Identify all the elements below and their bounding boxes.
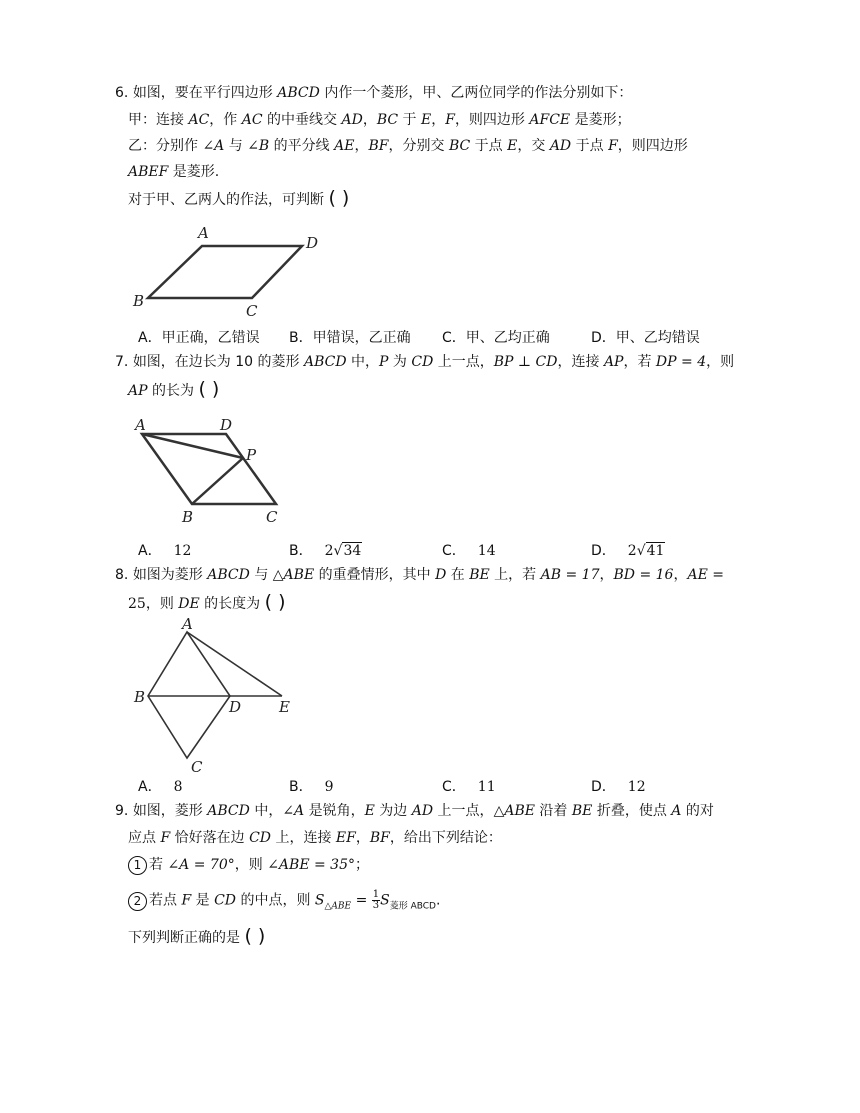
q6-option-d[interactable]: D．甲、乙均错误 — [591, 330, 700, 346]
q8-option-b[interactable]: B． 9 — [289, 779, 334, 795]
answer-paren: ( ) — [244, 925, 266, 947]
label-a: A — [135, 416, 146, 434]
q8-option-a[interactable]: A． 8 — [138, 779, 183, 795]
label-e: E — [279, 698, 290, 716]
rhombus-abcd — [142, 434, 276, 504]
q9-line-2: 应点 F 恰好落在边 CD 上，连接 EF，BF，给出下列结论： — [128, 830, 502, 846]
q6-line-5: 对于甲、乙两人的作法，可判断 ( ) — [128, 187, 350, 209]
q6-option-c[interactable]: C．甲、乙均正确 — [442, 330, 550, 346]
q7-line-2: AP 的长为 ( ) — [128, 378, 220, 400]
circled-number-1: 1 — [128, 856, 147, 875]
q9-line-1: 9. 如图，菱形 ABCD 中，∠A 是锐角，E 为边 AD 上一点，△ABE 沿着 BE 折叠，使点 A 的对 — [115, 803, 714, 819]
label-a: A — [198, 224, 209, 242]
q6-figure-parallelogram — [130, 220, 340, 320]
q8-option-c[interactable]: C． 11 — [442, 779, 496, 795]
answer-paren: ( ) — [328, 187, 350, 209]
q7-option-d[interactable]: D． 2√41 — [591, 543, 665, 559]
rhombus-abcd — [148, 632, 230, 758]
label-d: D — [220, 416, 233, 434]
answer-paren: ( ) — [264, 591, 286, 613]
label-c: C — [246, 302, 258, 320]
q8-line-1: 8. 如图为菱形 ABCD 与 △ABE 的重叠情形，其中 D 在 BE 上，若 AB = 17，BD = 16，AE = — [115, 567, 724, 583]
q7-option-b[interactable]: B． 2√34 — [289, 543, 362, 559]
label-b: B — [133, 292, 145, 310]
answer-paren: ( ) — [198, 378, 220, 400]
q6-line-2: 甲：连接 AC，作 AC 的中垂线交 AD，BC 于 E，F，则四边形 AFCE 是菱形； — [128, 112, 631, 128]
q7-option-a[interactable]: A． 12 — [138, 543, 192, 559]
segment-ae — [187, 632, 282, 696]
q7-line-1: 7. 如图，在边长为 10 的菱形 ABCD 中，P 为 CD 上一点，BP ⊥ CD，连接 AP，若 DP = 4，则 — [115, 354, 735, 370]
q6-option-b[interactable]: B．甲错误，乙正确 — [289, 330, 411, 346]
q9-conclusion-1: 1 若 ∠A = 70°，则 ∠ABE = 35°； — [128, 855, 369, 875]
label-c: C — [266, 508, 278, 526]
q8-option-d[interactable]: D． 12 — [591, 779, 646, 795]
q6-option-a[interactable]: A．甲正确，乙错误 — [138, 330, 260, 346]
q8-line-2: 25，则 DE 的长度为 ( ) — [128, 591, 286, 613]
q6-line-1: 6. 如图，要在平行四边形 ABCD 内作一个菱形，甲、乙两位同学的作法分别如下： — [115, 85, 633, 101]
q7-figure-rhombus — [130, 412, 290, 532]
fraction-one-third: $\frac{1}{3}$ — [372, 889, 380, 911]
q8-figure-overlap — [130, 616, 305, 776]
circled-number-2: 2 — [128, 892, 147, 911]
label-d: D — [229, 698, 242, 716]
parallelogram-abcd — [148, 246, 302, 298]
q6-line-4: ABEF 是菱形. — [128, 164, 220, 180]
q7-option-c[interactable]: C． 14 — [442, 543, 496, 559]
label-c: C — [191, 758, 203, 776]
q9-conclusion-2: 2 若点 F 是 CD 的中点，则 $S_{\triangle ABE}$ = $\frac{1}{3}$ $S_{菱形 ABCD}$. — [128, 890, 440, 916]
q9-line-5: 下列判断正确的是 ( ) — [128, 925, 266, 947]
label-p: P — [246, 446, 257, 464]
label-d: D — [306, 234, 319, 252]
q6-line-3: 乙：分别作 ∠A 与 ∠B 的平分线 AE，BF，分别交 BC 于点 E，交 AD 于点 F，则四边形 — [128, 138, 688, 154]
segment-bp — [192, 458, 243, 504]
label-a: A — [182, 616, 193, 633]
label-b: B — [182, 508, 194, 526]
label-b: B — [134, 688, 146, 706]
